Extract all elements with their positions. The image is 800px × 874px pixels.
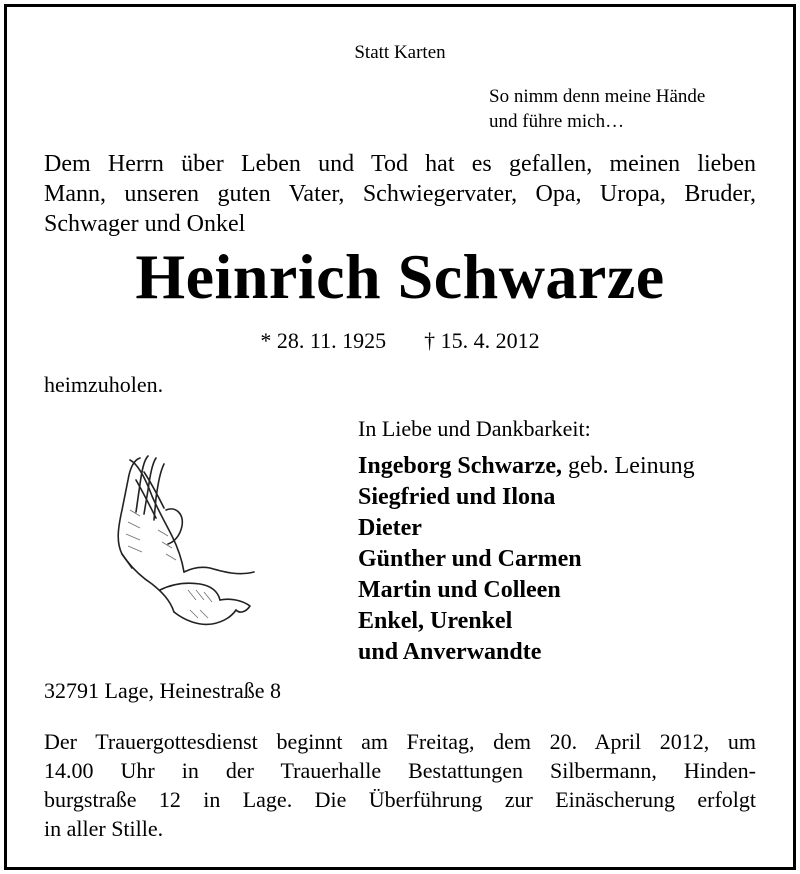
intro-line: Dem Herrn über Leben und Tod hat es gefallen, meinen lieben (44, 151, 756, 177)
mourner-line (358, 451, 695, 482)
mourner-line (358, 606, 695, 637)
heimzuholen-text: heimzuholen. (44, 372, 164, 397)
service-text (44, 727, 756, 843)
quote-line: und führe mich… (489, 111, 625, 132)
mourners-heading: In Liebe und Dankbarkeit: (358, 416, 591, 441)
mourner-name: Ingeborg Schwarze, (358, 453, 562, 479)
mourner-name: Enkel, Urenkel (358, 608, 513, 634)
statt-karten: Statt Karten (354, 42, 446, 63)
mourner-maiden-name: geb. Leinung (561, 453, 695, 479)
quote (489, 84, 779, 134)
intro-line: Schwager und Onkel (44, 211, 246, 237)
mourner-name: Dieter (358, 515, 422, 541)
praying-hands-icon (100, 450, 260, 630)
death-date: † 15. 4. 2012 (424, 328, 540, 353)
intro-text (44, 149, 756, 239)
service-line: burgstraße 12 in Lage. Die Überführung zur Einäscherung erfolgt (44, 787, 756, 812)
mourners-list (358, 451, 695, 668)
mourner-line (358, 482, 695, 513)
intro-line: Mann, unseren guten Vater, Schwiegervater, Opa, Uropa, Bruder, (44, 181, 756, 207)
address: 32791 Lage, Heinestraße 8 (44, 678, 282, 703)
quote-line: So nimm denn meine Hände (489, 86, 706, 107)
service-line: Der Trauergottesdienst beginnt am Freitag, dem 20. April 2012, um (44, 729, 756, 754)
mourner-name: Martin und Colleen (358, 577, 561, 603)
service-line: in aller Stille. (44, 816, 164, 841)
mourner-name: Günther und Carmen (358, 546, 582, 572)
birth-date: * 28. 11. 1925 (260, 328, 387, 353)
mourner-line (358, 544, 695, 575)
mourner-name: und Anverwandte (358, 639, 542, 665)
service-line: 14.00 Uhr in der Trauerhalle Bestattungen Silbermann, Hinden- (44, 758, 756, 783)
mourner-line (358, 637, 695, 668)
life-dates (0, 330, 800, 352)
mourner-name: Siegfried und Ilona (358, 484, 556, 510)
mourner-line (358, 513, 695, 544)
mourner-line (358, 575, 695, 606)
deceased-name: Heinrich Schwarze (135, 241, 665, 312)
